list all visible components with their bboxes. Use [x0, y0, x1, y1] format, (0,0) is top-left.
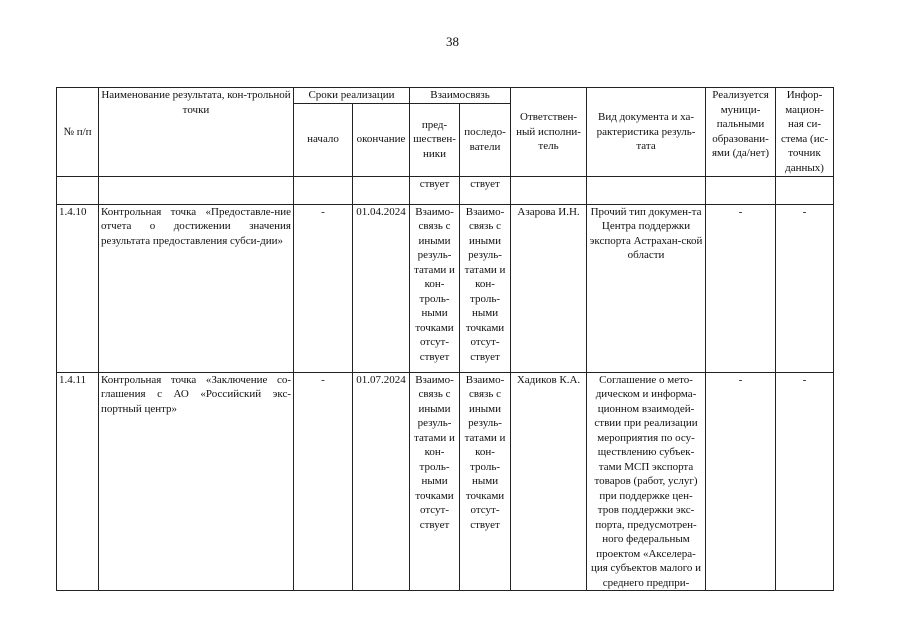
row-responsible: Хадиков К.А.: [511, 372, 587, 591]
row-name: Контрольная точка «Заключение со-глашения с АО «Российский экс-портный центр»: [99, 372, 294, 591]
row-successors: Взаимо-связь с иными резуль-татами и кон-троль-ными точками отсут-ствует: [460, 204, 511, 372]
continuation-pred: ствует: [410, 176, 460, 204]
row-municipal: -: [706, 204, 776, 372]
row-successors: Взаимо-связь с иными резуль-татами и кон-троль-ными точками отсут-ствует: [460, 372, 511, 591]
header-municipal: Реализуется муници-пальными образовани-ями (да/нет): [706, 88, 776, 177]
table-row: [57, 204, 834, 372]
header-responsible: Ответствен-ный исполни-тель: [511, 88, 587, 177]
row-predecessors: Взаимо-связь с иными резуль-татами и кон-троль-ными точками отсут-ствует: [410, 204, 460, 372]
row-start: -: [294, 204, 353, 372]
row-end: 01.04.2024: [353, 204, 410, 372]
header-document: Вид документа и ха-рактеристика резуль-тата: [587, 88, 706, 177]
row-predecessors: Взаимо-связь с иными резуль-татами и кон-троль-ными точками отсут-ствует: [410, 372, 460, 591]
table-row: [57, 372, 834, 591]
continuation-row: [57, 176, 834, 204]
header-relation: Взаимосвязь: [410, 88, 511, 104]
header-info-system: Инфор-мацион-ная си-стема (ис-точник данных): [776, 88, 834, 177]
header-num: № п/п: [57, 88, 99, 177]
header-row-1: [57, 88, 834, 104]
row-number: 1.4.11: [57, 372, 99, 591]
row-document: Соглашение о мето-дическом и информа-ционном взаимодей-ствии при реализации мероприятия по осу-ществлению субъек-тами МСП экспорта товаров (работ, услуг) при поддержке цен-тров поддержки экс-порта, предусмотрен-ного федеральным проектом «Акселера-ция субъектов малого и среднего предпри-: [587, 372, 706, 591]
row-info-system: -: [776, 372, 834, 591]
row-start: -: [294, 372, 353, 591]
row-municipal: -: [706, 372, 776, 591]
header-successors: последо-ватели: [460, 103, 511, 176]
page-number: 38: [446, 34, 459, 49]
header-end: окончание: [353, 103, 410, 176]
header-start: начало: [294, 103, 353, 176]
row-document: Прочий тип докумен-та Центра поддержки экспорта Астрахан-ской области: [587, 204, 706, 372]
row-number: 1.4.10: [57, 204, 99, 372]
continuation-succ: ствует: [460, 176, 511, 204]
row-end: 01.07.2024: [353, 372, 410, 591]
results-table: [56, 87, 834, 591]
header-dates: Сроки реализации: [294, 88, 410, 104]
row-info-system: -: [776, 204, 834, 372]
row-name: Контрольная точка «Предоставле-ние отчета о достижении значения результата предоставления субси-дии»: [99, 204, 294, 372]
header-predecessors: пред-шествен-ники: [410, 103, 460, 176]
header-name: Наименование результата, кон-трольной точки: [99, 88, 294, 177]
row-responsible: Азарова И.Н.: [511, 204, 587, 372]
